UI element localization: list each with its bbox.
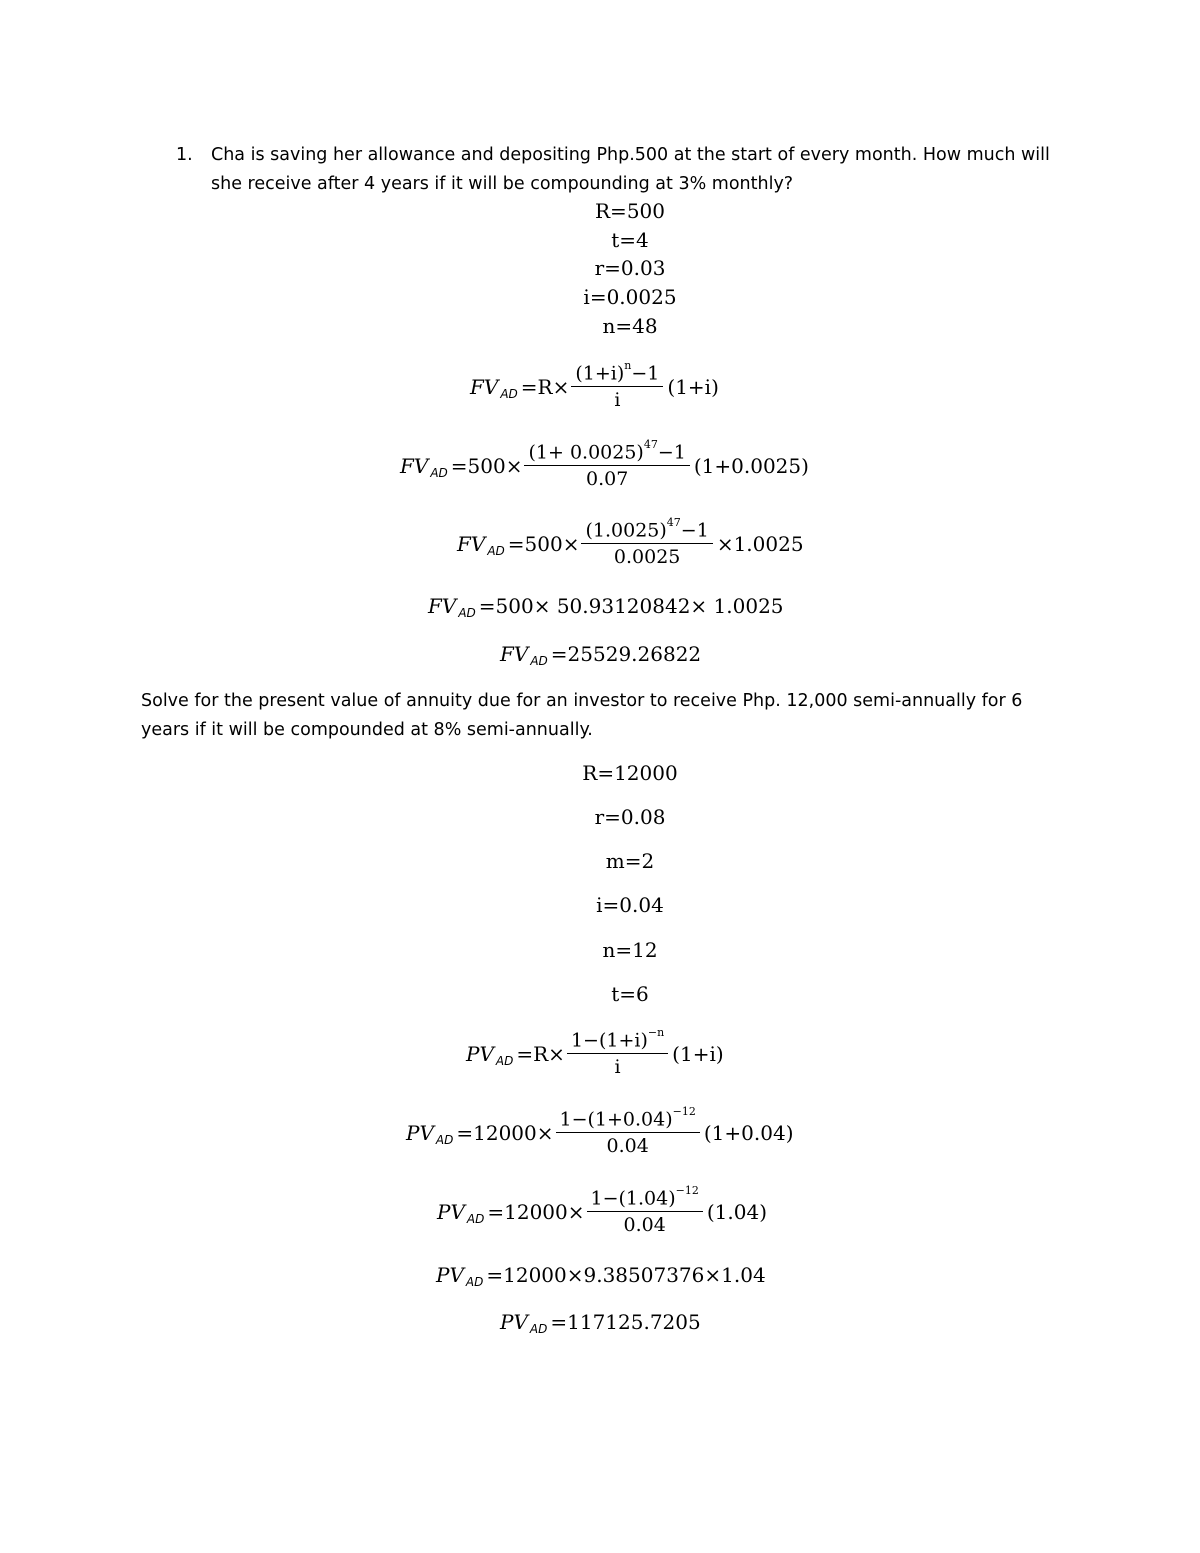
fraction: $\frac{1-(1+i)^{-n}}{i}$ — [567, 1029, 668, 1078]
fv-formula: FV AD =R× $\frac{(1+i)^n-1}{i}$ (1+i) — [470, 359, 719, 412]
given-r-payment-2: R=12000 — [582, 761, 678, 785]
given-t-2: t=6 — [611, 982, 649, 1006]
given-n: n=48 — [602, 314, 658, 338]
fraction: $\frac{(1.0025)^{47}-1}{0.0025}$ — [581, 519, 712, 568]
given-r-payment: R=500 — [595, 199, 665, 223]
given-i-2: i=0.04 — [596, 893, 664, 917]
fraction: $\frac{1-(1.04)^{-12}}{0.04}$ — [587, 1187, 703, 1236]
fv-step-1: FV AD =500× $\frac{(1+ 0.0025)^{47}-1}{0.07}$ (1+0.0025) — [400, 438, 809, 491]
fraction: $\frac{(1+ 0.0025)^{47}-1}{0.07}$ — [524, 441, 689, 490]
pv-result: PV AD =117125.7205 — [500, 1310, 701, 1336]
question-1-number: 1. — [176, 145, 193, 165]
fraction: $\frac{1-(1+0.04)^{-12}}{0.04}$ — [556, 1108, 700, 1157]
pv-formula: PV AD =R× $\frac{1-(1+i)^{-n}}{i}$ (1+i) — [466, 1026, 724, 1079]
question-2-text: Solve for the present value of annuity due for an investor to receive Php. 12,000 semi-annually for 6 years if it will be compounded at 8% semi-annually. — [141, 691, 1023, 740]
given-m: m=2 — [605, 849, 655, 873]
given-rate-2: r=0.08 — [594, 805, 666, 829]
fv-step-3: FV AD =500× 50.93120842× 1.0025 — [428, 594, 784, 620]
fv-step-2: FV AD =500× $\frac{(1.0025)^{47}-1}{0.0025}$ ×1.0025 — [457, 516, 804, 569]
pv-step-2: PV AD =12000× $\frac{1-(1.04)^{-12}}{0.04}$ (1.04) — [437, 1184, 767, 1237]
given-rate: r=0.03 — [594, 256, 666, 280]
given-i: i=0.0025 — [583, 285, 677, 309]
pv-step-1: PV AD =12000× $\frac{1-(1+0.04)^{-12}}{0.04}$ (1+0.04) — [406, 1105, 794, 1158]
given-n-2: n=12 — [602, 938, 658, 962]
given-t: t=4 — [611, 228, 649, 252]
fv-result: FV AD =25529.26822 — [500, 642, 702, 668]
pv-step-3: PV AD =12000×9.38507376×1.04 — [436, 1263, 766, 1289]
question-1-text: Cha is saving her allowance and depositing Php.500 at the start of every month. How much will she receive after 4 years if it will be compounding at 3% monthly? — [211, 145, 1050, 194]
fraction: $\frac{(1+i)^n-1}{i}$ — [571, 362, 663, 411]
